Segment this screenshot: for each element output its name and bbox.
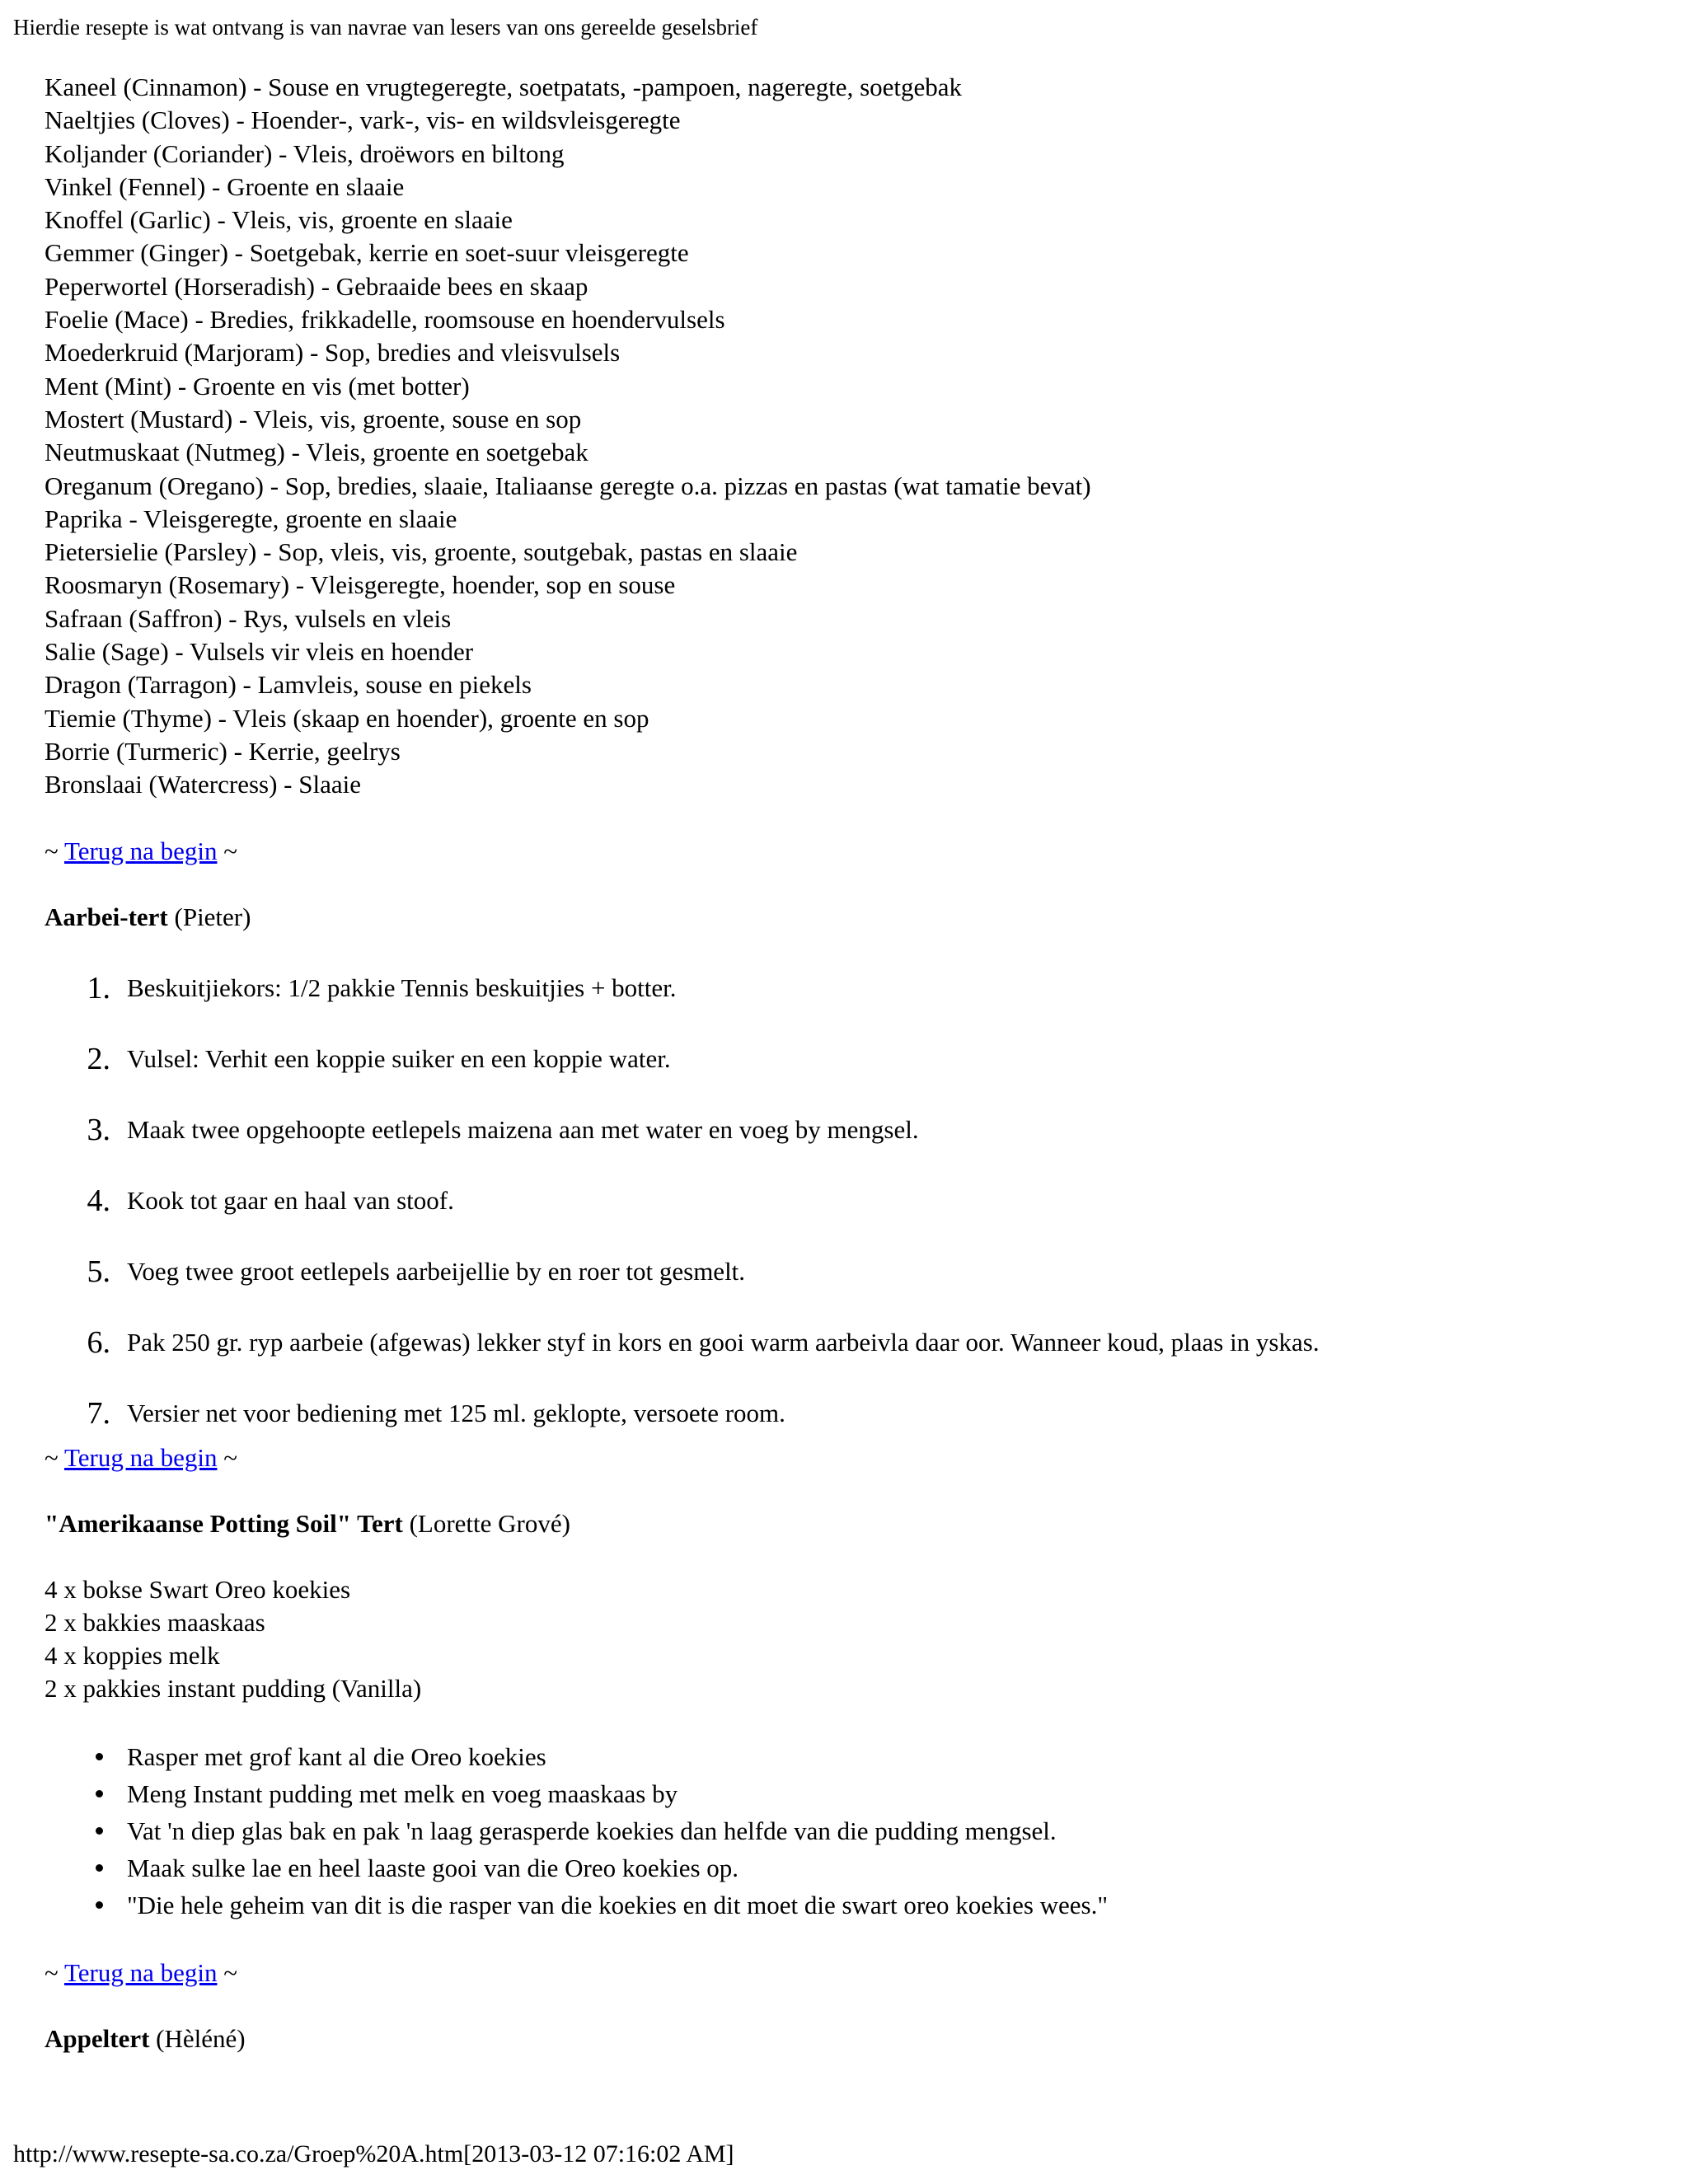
step-number: 7. — [87, 1395, 110, 1431]
spice-item: Peperwortel (Horseradish) - Gebraaide bees en skaap — [45, 271, 588, 301]
spice-item: Salie (Sage) - Vulsels vir vleis en hoender — [45, 637, 474, 667]
recipe-title: Appeltert — [45, 2023, 150, 2053]
back-to-top-link[interactable]: Terug na begin — [63, 1957, 218, 1987]
spice-item: Paprika - Vleisgeregte, groente en slaaie — [45, 504, 457, 533]
back-link-prefix: ~ — [45, 836, 64, 865]
page-intro-text: Hierdie resepte is wat ontvang is van navrae van lesers van ons gereelde geselsbrief — [13, 15, 758, 40]
recipe-heading-potting-soil-tert — [45, 1507, 1660, 1540]
spice-item: Roosmaryn (Rosemary) - Vleisgeregte, hoender, sop en souse — [45, 570, 676, 600]
back-to-top-line — [45, 835, 1660, 868]
spice-item: Moederkruid (Marjoram) - Sop, bredies and vleisvulsels — [45, 338, 621, 368]
back-link-suffix: ~ — [217, 1442, 237, 1472]
step-text: Versier net voor bediening met 125 ml. geklopte, versoete room. — [127, 1398, 785, 1427]
back-link-suffix: ~ — [217, 1957, 237, 1987]
page-source-footer: http://www.resepte-sa.co.za/Groep%20A.htm[2013-03-12 07:16:02 AM] — [13, 2140, 734, 2168]
step-text: Kook tot gaar en haal van stoof. — [127, 1185, 454, 1215]
spice-item: Tiemie (Thyme) - Vleis (skaap en hoender), groente en sop — [45, 703, 649, 733]
spice-item: Safraan (Saffron) - Rys, vulsels en vleis — [45, 603, 452, 633]
ingredient-item: 4 x koppies melk — [45, 1640, 220, 1670]
recipe-author: (Lorette Grové) — [402, 1508, 570, 1538]
spice-item: Naeltjies (Cloves) - Hoender-, vark-, vis- en wildsvleisgeregte — [45, 105, 681, 135]
step-text: Maak twee opgehoopte eetlepels maizena aan met water en voeg by mengsel. — [127, 1114, 919, 1144]
step-number: 2. — [87, 1041, 110, 1076]
list-item — [45, 1254, 1660, 1324]
spice-item: Ment (Mint) - Groente en vis (met botter) — [45, 371, 470, 401]
page-content — [45, 71, 1660, 2055]
back-link-suffix: ~ — [217, 836, 237, 865]
spice-item: Bronslaai (Watercress) - Slaaie — [45, 770, 361, 799]
recipe-author: (Hèléné) — [149, 2023, 246, 2053]
spice-item: Kaneel (Cinnamon) - Souse en vrugtegeregte, soetpatats, -pampoen, nageregte, soetgebak — [45, 73, 963, 101]
back-to-top-line — [45, 1957, 1660, 1990]
list-item — [45, 970, 1660, 1041]
spice-item: Neutmuskaat (Nutmeg) - Vleis, groente en soetgebak — [45, 438, 588, 467]
back-link-prefix: ~ — [45, 1957, 64, 1987]
step-number: 3. — [87, 1112, 110, 1147]
step-number: 4. — [87, 1183, 110, 1218]
spice-item: Borrie (Turmeric) - Kerrie, geelrys — [45, 736, 401, 766]
step-number: 1. — [87, 970, 110, 1005]
step-text: Vulsel: Verhit een koppie suiker en een koppie water. — [127, 1043, 671, 1073]
spice-item: Gemmer (Ginger) - Soetgebak, kerrie en soet-suur vleisgeregte — [45, 238, 689, 268]
spice-item: Mostert (Mustard) - Vleis, vis, groente, souse en sop — [45, 404, 582, 434]
step-number: 5. — [87, 1254, 110, 1289]
recipe-title: Aarbei-tert — [45, 902, 168, 931]
spice-item: Vinkel (Fennel) - Groente en slaaie — [45, 171, 405, 201]
ingredient-item: 2 x bakkies maaskaas — [45, 1607, 265, 1637]
step-text: Pak 250 gr. ryp aarbeie (afgewas) lekker styf in kors en gooi warm aarbeivla daar oor. Wanneer koud, plaas in yskas. — [127, 1327, 1320, 1357]
step-text: Voeg twee groot eetlepels aarbeijellie by en roer tot gesmelt. — [127, 1256, 746, 1286]
list-item — [45, 1183, 1660, 1254]
spice-item: Dragon (Tarragon) - Lamvleis, souse en piekels — [45, 670, 532, 700]
list-item — [45, 1112, 1660, 1183]
spice-item: Knoffel (Garlic) - Vleis, vis, groente en slaaie — [45, 205, 513, 235]
step-text: Beskuitjiekors: 1/2 pakkie Tennis beskuitjies + botter. — [127, 972, 677, 1002]
method-bullet-list — [45, 1738, 1660, 1924]
list-item: Maak sulke lae en heel laaste gooi van die Oreo koekies op. — [45, 1849, 1660, 1886]
spice-item: Foelie (Mace) - Bredies, frikkadelle, roomsouse en hoendervulsels — [45, 305, 725, 335]
back-to-top-line — [45, 1441, 1660, 1474]
spice-item: Oreganum (Oregano) - Sop, bredies, slaaie, Italiaanse geregte o.a. pizzas en pastas (wat tamatie bevat) — [45, 471, 1091, 500]
spice-item: Pietersielie (Parsley) - Sop, vleis, vis, groente, soutgebak, pastas en slaaie — [45, 537, 798, 567]
spice-list — [45, 71, 1660, 802]
recipe-heading-aarbei-tert — [45, 901, 1660, 934]
ingredient-list — [45, 1573, 1660, 1705]
recipe-title: "Amerikaanse Potting Soil" Tert — [45, 1508, 403, 1538]
list-item: "Die hele geheim van dit is die rasper van die koekies en dit moet die swart oreo koekies wees." — [45, 1886, 1660, 1924]
back-to-top-link[interactable]: Terug na begin — [63, 1442, 218, 1472]
back-to-top-link[interactable]: Terug na begin — [63, 836, 218, 865]
ingredient-item: 4 x bokse Swart Oreo koekies — [45, 1574, 351, 1604]
list-item — [45, 1041, 1660, 1112]
step-number: 6. — [87, 1324, 110, 1360]
list-item: Vat 'n diep glas bak en pak 'n laag gerasperde koekies dan helfde van die pudding mengsel. — [45, 1812, 1660, 1849]
list-item — [45, 1324, 1660, 1395]
list-item: Rasper met grof kant al die Oreo koekies — [45, 1738, 1660, 1775]
list-item: Meng Instant pudding met melk en voeg maaskaas by — [45, 1775, 1660, 1812]
ingredient-item: 2 x pakkies instant pudding (Vanilla) — [45, 1673, 422, 1703]
recipe-author: (Pieter) — [167, 902, 251, 931]
recipe-heading-appeltert — [45, 2022, 1660, 2055]
list-item — [45, 1395, 1660, 1441]
back-link-prefix: ~ — [45, 1442, 64, 1472]
recipe-steps-list — [45, 970, 1660, 1441]
spice-item: Koljander (Coriander) - Vleis, droëwors en biltong — [45, 138, 565, 168]
